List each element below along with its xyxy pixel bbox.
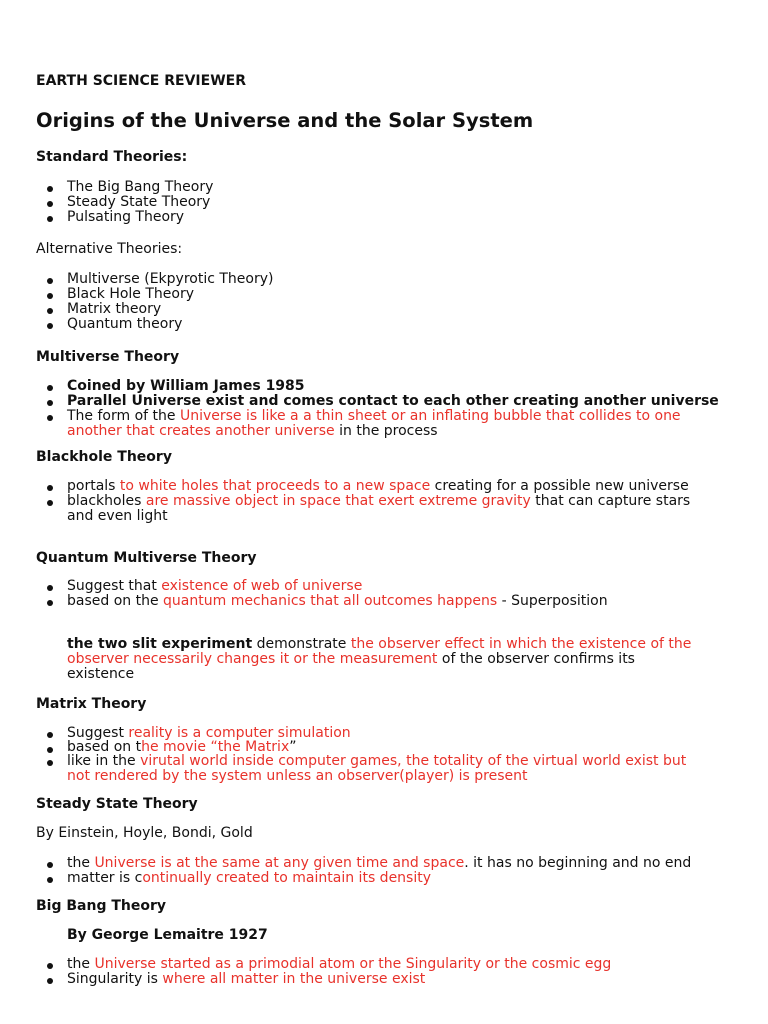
text: and even light [67, 508, 168, 524]
text: existence [67, 666, 135, 682]
alternative-list [36, 272, 273, 332]
blackhole-heading: Blackhole Theory [36, 449, 172, 465]
text: ” [289, 739, 297, 755]
text: creating for a possible new universe [430, 478, 689, 494]
list-item: Parallel Universe exist and comes contact to each other creating another universe [36, 394, 719, 409]
highlight-text: another that creates another universe [67, 423, 335, 439]
standard-list [36, 180, 213, 225]
text: Suggest [67, 725, 129, 741]
text: that can capture stars [530, 493, 691, 509]
steady-heading: Steady State Theory [36, 796, 198, 812]
text: Suggest that [67, 578, 162, 594]
highlight-text: Universe is at the same at any given time and space [94, 855, 465, 871]
text: like in the [67, 753, 141, 769]
text: t [67, 956, 73, 972]
text: matter is c [67, 870, 143, 886]
highlight-text: Universe is like a a thin sheet or an inflating bubble that collides to one [179, 408, 681, 424]
matrix-heading: Matrix Theory [36, 696, 147, 712]
bigbang-heading: Big Bang Theory [36, 898, 167, 914]
alternative-heading: Alternative Theories: [36, 241, 183, 257]
text: portals [67, 478, 120, 494]
text: Singularity is [67, 971, 163, 987]
list-item: Quantum theory [36, 317, 273, 332]
highlight-text: the observer effect in which the existence of the [350, 636, 692, 652]
list-item: The Big Bang Theory [36, 180, 213, 195]
list-item: Coined by William James 1985 [36, 379, 719, 394]
text: . it has no beginning and no end [464, 855, 692, 871]
highlight-text: Universe started as a primodial atom or the Singularity or the cosmic egg [94, 956, 612, 972]
text: in the process [334, 423, 438, 439]
list-item: Steady State Theory [36, 195, 213, 210]
text: h [72, 956, 82, 972]
list-item: Pulsating Theory [36, 210, 213, 225]
steady-list [36, 856, 691, 886]
steady-authors: By Einstein, Hoyle, Bondi, Gold [36, 825, 253, 841]
highlight-text: ontinually created to maintain its density [142, 870, 432, 886]
bold-text: the two slit experiment [67, 636, 253, 652]
matrix-list [36, 726, 686, 784]
list-item [36, 494, 690, 524]
highlight-text: he movie “the Matrix [141, 739, 290, 755]
list-item [36, 594, 608, 609]
text: demonstrate [252, 636, 351, 652]
highlight-text: reality is a computer simulation [128, 725, 351, 741]
bigbang-list [36, 957, 611, 987]
list-item: Matrix theory [36, 302, 273, 317]
highlight-text: existence of web of universe [161, 578, 363, 594]
list-item [36, 754, 686, 784]
list-item: Multiverse (Ekpyrotic Theory) [36, 272, 273, 287]
list-item: Black Hole Theory [36, 287, 273, 302]
highlight-text: not rendered by the system unless an observer(player) is present [67, 768, 528, 784]
list-item [36, 856, 691, 871]
text: the [67, 855, 95, 871]
two-slit-paragraph [67, 637, 691, 682]
list-item [36, 972, 611, 987]
highlight-text: observer necessarily changes it or the measurement [67, 651, 438, 667]
highlight-text: where all matter in the universe exist [162, 971, 426, 987]
quantum-list [36, 579, 608, 609]
highlight-text: quantum mechanics that all outcomes happens [163, 593, 498, 609]
text: based on the [67, 593, 164, 609]
list-item [36, 479, 690, 494]
text: of the observer confirms its [437, 651, 635, 667]
standard-heading: Standard Theories: [36, 149, 188, 165]
text: e [81, 956, 95, 972]
multiverse-heading: Multiverse Theory [36, 349, 180, 365]
text: based on t [67, 739, 142, 755]
highlight-text: are massive object in space that exert extreme gravity [145, 493, 531, 509]
highlight-text: to white holes that proceeds to a new space [119, 478, 431, 494]
doc-title: Origins of the Universe and the Solar System [36, 109, 534, 132]
quantum-heading: Quantum Multiverse Theory [36, 550, 257, 566]
text: The form of the [67, 408, 180, 424]
doc-header: EARTH SCIENCE REVIEWER [36, 73, 246, 89]
list-item [36, 871, 691, 886]
list-item [36, 409, 719, 439]
multiverse-list [36, 379, 719, 439]
text: blackholes [67, 493, 146, 509]
highlight-text: virutal world inside computer games, the totality of the virtual world exist but [140, 753, 687, 769]
list-item [36, 579, 608, 594]
text: - Superposition [497, 593, 608, 609]
list-item [36, 957, 611, 972]
bigbang-author: By George Lemaitre 1927 [67, 927, 268, 943]
blackhole-list [36, 479, 690, 524]
